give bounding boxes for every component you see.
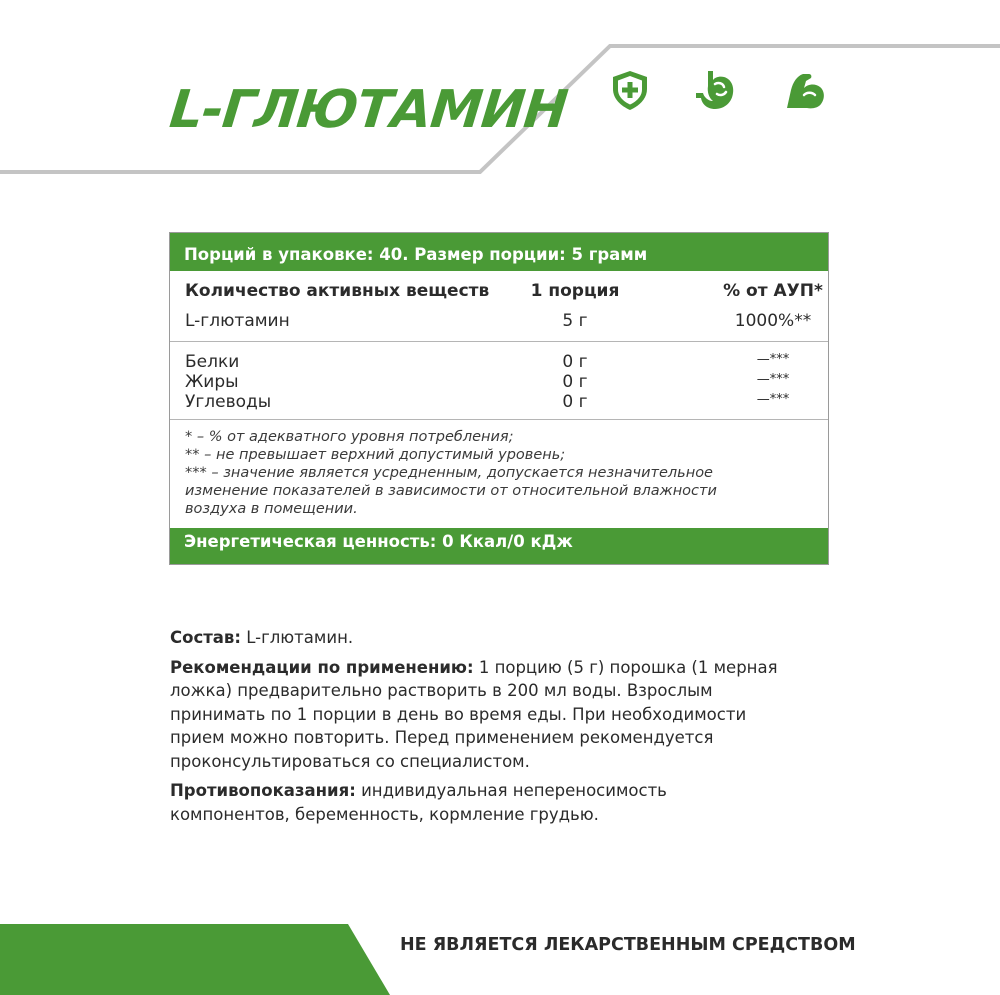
contraindications-label: Противопоказания: [170, 781, 356, 800]
row-amount: 0 г [562, 352, 588, 372]
row-name: Белки [185, 352, 240, 372]
column-header-serving: 1 порция [530, 281, 620, 301]
row-name: Жиры [185, 372, 239, 392]
usage-label: Рекомендации по применению: [170, 657, 474, 677]
product-title: L-ГЛЮТАМИН [166, 80, 570, 140]
table-divider [170, 341, 828, 342]
servings-bar: Порций в упаковке: 40. Размер порции: 5 грамм [170, 233, 828, 271]
footnotes [185, 428, 825, 518]
column-header-substance: Количество активных веществ [185, 281, 490, 301]
footnote: изменение показателей в зависимости от относительной влажности [185, 483, 717, 499]
shield-plus-icon [608, 68, 652, 112]
contraindications-paragraph [170, 779, 830, 826]
row-amount: 0 г [562, 372, 588, 392]
row-name: Углеводы [185, 392, 272, 412]
row-percent: —*** [756, 392, 790, 407]
usage-line: принимать по 1 порции в день во время еды. При необходимости [170, 704, 747, 724]
contraindications-line: компонентов, беременность, кормление грудью. [170, 804, 599, 824]
footnote: *** – значение является усредненным, допускается незначительное [185, 465, 713, 481]
usage-line: проконсультироваться со специалистом. [170, 751, 530, 771]
stomach-icon [693, 68, 737, 112]
footnote: * – % от адекватного уровня потребления; [185, 429, 514, 445]
muscle-arm-icon [783, 68, 827, 112]
row-percent: 1000%** [734, 311, 812, 331]
nutrition-facts-panel [169, 232, 829, 565]
composition-text: L-глютамин. [246, 628, 354, 647]
table-divider [170, 419, 828, 420]
disclaimer-text: НЕ ЯВЛЯЕТСЯ ЛЕКАРСТВЕННЫМ СРЕДСТВОМ [400, 935, 856, 955]
usage-line: 1 порцию (5 г) порошка (1 мерная [478, 657, 778, 677]
row-amount: 5 г [562, 311, 588, 331]
footnote: воздуха в помещении. [185, 501, 358, 517]
usage-paragraph [170, 656, 830, 774]
column-header-percent: % от АУП* [723, 281, 823, 301]
usage-line: ложка) предварительно растворить в 200 мл воды. Взрослым [170, 681, 713, 700]
row-percent: —*** [756, 372, 790, 387]
row-amount: 0 г [562, 392, 588, 412]
composition-paragraph [170, 626, 830, 650]
energy-value-bar: Энергетическая ценность: 0 Ккал/0 кДж [170, 528, 828, 564]
row-name: L-глютамин [185, 311, 290, 331]
footnote: ** – не превышает верхний допустимый уровень; [185, 447, 566, 463]
composition-label: Состав: [170, 628, 241, 647]
usage-line: прием можно повторить. Перед применением рекомендуется [170, 728, 714, 747]
product-info [170, 626, 830, 832]
row-percent: —*** [756, 352, 790, 367]
contraindications-line: индивидуальная непереносимость [361, 781, 667, 800]
